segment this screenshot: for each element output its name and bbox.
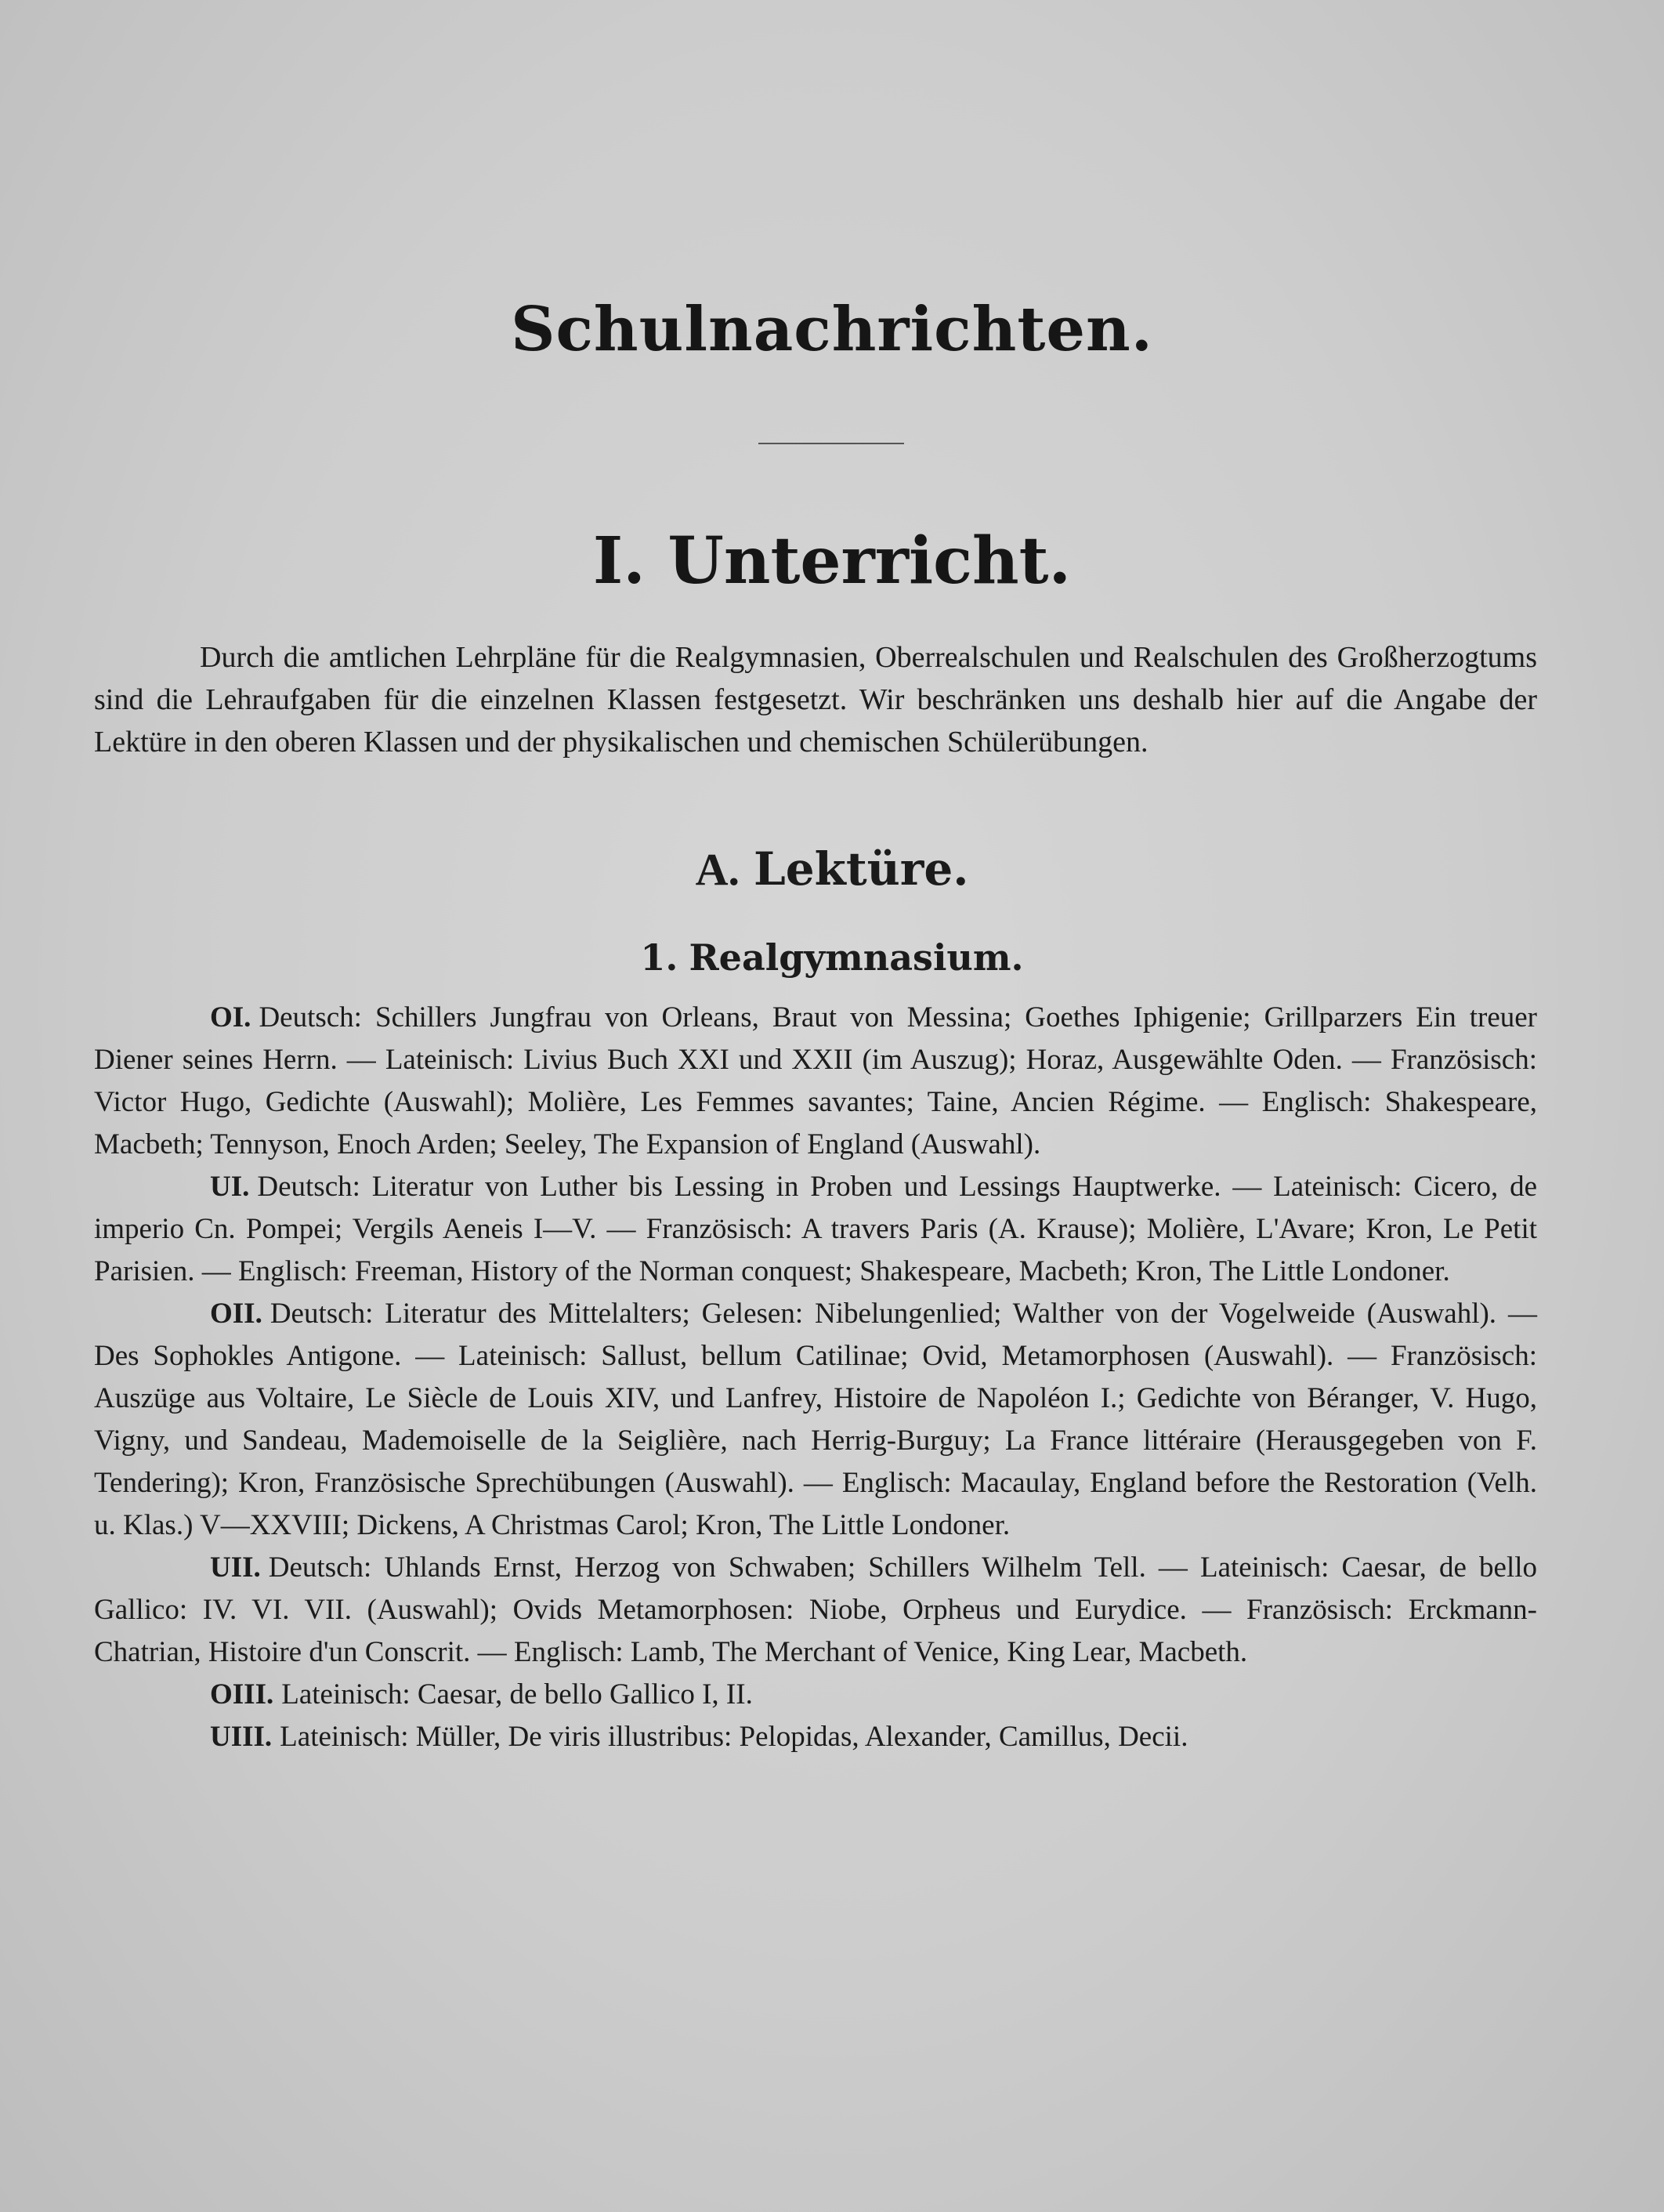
intro-paragraph: Durch die amtlichen Lehrpläne für die Realgymnasien, Oberrealschulen und Realschulen des Großherzogtums sind die Lehraufgaben für die einzelnen Klassen festgesetzt. Wir beschränken uns deshalb hier auf die Angabe der Lektüre in den oberen Klassen und der physikalischen und chemischen Schülerübungen. <box>94 641 1537 758</box>
class-label: UI. <box>210 1171 250 1203</box>
class-label: OII. <box>210 1298 262 1330</box>
subsection-letter: A. <box>695 844 740 895</box>
class-reading-text: Deutsch: Uhlands Ernst, Herzog von Schwaben; Schillers Wilhelm Tell. — Lateinisch: Caesar, de bello Gallico: IV. VI. VII. (Auswahl); Ovids Metamorphosen: Niobe, Orpheus und Eurydice. — Französisch: Erckmann-Chatrian, Histoire d'un Conscrit. — Englisch: Lamb, The Merchant of Venice, King Lear, Macbeth. <box>94 1551 1537 1668</box>
class-label: OI. <box>210 1001 251 1034</box>
subsection-heading <box>0 842 1664 896</box>
class-label: UIII. <box>210 1721 273 1753</box>
subsection-title: Lektüre. <box>753 842 969 896</box>
class-reading-text: Deutsch: Schillers Jungfrau von Orleans, Braut von Messina; Goethes Iphigenie; Grillparzers Ein treuer Diener seines Herrn. — Lateinisch: Livius Buch XXI und XXII (im Auszug); Horaz, Ausgewählte Oden. — Französisch: Victor Hugo, Gedichte (Auswahl); Molière, Les Femmes savantes; Taine, Ancien Régime. — Englisch: Shakespeare, Macbeth; Tennyson, Enoch Arden; Seeley, The Expansion of England (Auswahl). <box>94 1001 1537 1160</box>
title-divider <box>758 443 904 444</box>
class-entry-oii <box>94 1293 1537 1547</box>
class-reading-text: Deutsch: Literatur von Luther bis Lessing in Proben und Lessings Hauptwerke. — Lateinisch: Cicero, de imperio Cn. Pompei; Vergils Aeneis I—V. — Französisch: A travers Paris (A. Krause); Molière, L'Avare; Kron, Le Petit Parisien. — Englisch: Freeman, History of the Norman conquest; Shakespeare, Macbeth; Kron, The Little Londoner. <box>94 1171 1537 1287</box>
school-heading <box>0 936 1664 979</box>
class-label: UII. <box>210 1551 261 1584</box>
class-reading-text: Lateinisch: Müller, De viris illustribus: Pelopidas, Alexander, Camillus, Decii. <box>280 1721 1188 1753</box>
class-entry-uiii <box>94 1716 1537 1758</box>
class-reading-text: Lateinisch: Caesar, de bello Gallico I, II. <box>281 1678 753 1711</box>
section-title: I. Unterricht. <box>592 523 1072 599</box>
class-label: OIII. <box>210 1678 274 1711</box>
class-entry-ui <box>94 1166 1537 1293</box>
class-entry-uii <box>94 1547 1537 1674</box>
school-name: Realgymnasium. <box>689 936 1024 979</box>
class-entry-oi <box>94 997 1537 1166</box>
class-reading-text: Deutsch: Literatur des Mittelalters; Gelesen: Nibelungenlied; Walther von der Vogelweide (Auswahl). — Des Sophokles Antigone. — Lateinisch: Sallust, bellum Catilinae; Ovid, Metamorphosen (Auswahl). — Französisch: Auszüge aus Voltaire, Le Siècle de Louis XIV, und Lanfrey, Histoire de Napoléon I.; Gedichte von Béranger, V. Hugo, Vigny, und Sandeau, Mademoiselle de la Seiglière, nach Herrig-Burguy; La France littéraire (Herausgegeben von F. Tendering); Kron, Französische Sprechübungen (Auswahl). — Englisch: Macaulay, England before the Restoration (Velh. u. Klas.) V—XXVIII; Dickens, A Christmas Carol; Kron, The Little Londoner. <box>94 1298 1537 1541</box>
page-title: Schulnachrichten. <box>511 294 1153 365</box>
school-number: 1. <box>640 936 678 979</box>
class-entry-oiii <box>94 1674 1537 1716</box>
reading-list <box>94 997 1537 1758</box>
